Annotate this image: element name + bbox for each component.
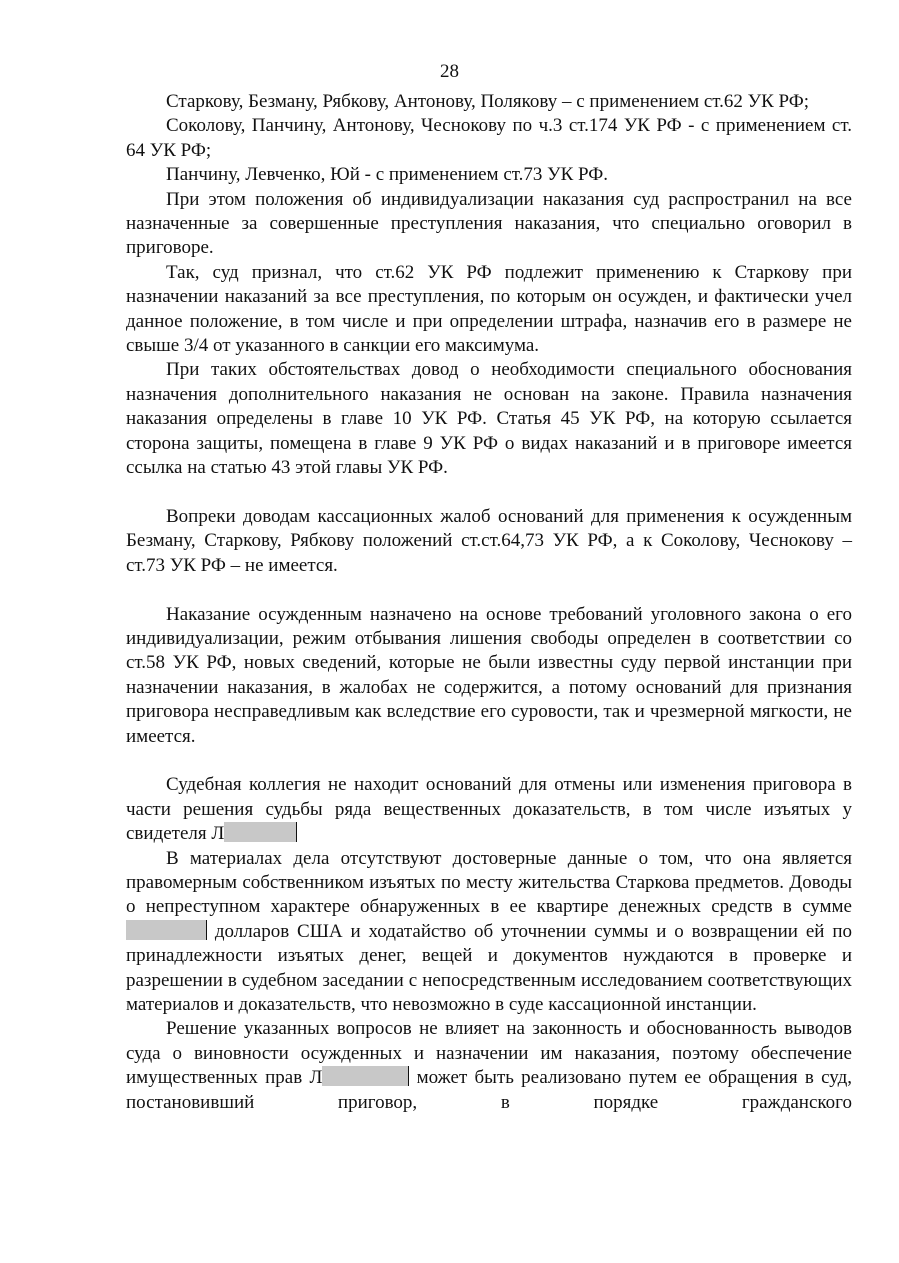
paragraph: Вопреки доводам кассационных жалоб оснований для применения к осужденным Безману, Старкову, Рябкову положений ст.ст.64,73 УК РФ, а к Соколову, Чеснокову – ст.73 УК РФ – не имеется. (126, 505, 852, 576)
paragraph-text: Судебная коллегия не находит оснований для отмены или изменения приговора в части решения судьбы ряда вещественных доказательств, в том числе изъятых у свидетеля Л (126, 774, 852, 845)
paragraph-text: Решение указанных вопросов не влияет на законность и обоснованность выводов суда о виновности осужденных и назначении им наказания, поэтому обеспечение имущественных прав Л (126, 1018, 852, 1089)
paragraph: Наказание осужденным назначено на основе требований уголовного закона о его индивидуализации, режим отбывания лишения свободы определен в соответствии со ст.58 УК РФ, новых сведений, которые не были известны суду первой инстанции при назначении наказания, в жалобах не содержится, а потому оснований для признания приговора несправедливым как вследствие его суровости, так и чрезмерной мягкости, не имеется. (126, 603, 852, 747)
paragraph-text: В материалах дела отсутствуют достоверные данные о том, что она является правомерным собственником изъятых по месту жительства Старкова предметов. Доводы о непреступном характере обнаруженных в ее квартире денежных средств в сумме (126, 847, 852, 918)
paragraph: При таких обстоятельствах довод о необходимости специального обоснования назначения дополнительного наказания не основан на законе. Правила назначения наказания определены в главе 10 УК РФ. Статья 45 УК РФ, на которую ссылается сторона защиты, помещена в главе 9 УК РФ о видах наказаний и в приговоре имеется ссылка на статью 43 этой главы УК РФ. (126, 359, 852, 479)
paragraph-text: долларов США и ходатайство об уточнении суммы и о возвращении ей по принадлежности изъятых денег, вещей и документов нуждаются в проверке и разрешении в судебном заседании с непосредственным исследованием соответствующих материалов и доказательств, что невозможно в суде кассационной инстанции. (126, 920, 852, 1015)
paragraph: Панчину, Левченко, Юй - с применением ст.73 УК РФ. (166, 164, 609, 186)
paragraph (126, 847, 852, 1018)
paragraph-text: может быть реализовано путем ее обращения в суд, постановивший приговор, в порядке гражданского (126, 1067, 852, 1113)
paragraph (126, 773, 852, 846)
document-body (126, 90, 852, 1115)
paragraph (126, 1017, 852, 1115)
redaction-box (322, 1066, 409, 1086)
page-number: 28 (440, 61, 459, 82)
redaction-box (224, 822, 297, 842)
redaction-box (126, 920, 207, 940)
paragraph: Так, суд признал, что ст.62 УК РФ подлежит применению к Старкову при назначении наказаний за все преступления, по которым он осужден, и фактически учел данное положение, в том числе и при определении штрафа, назначив его в размере не свыше 3/4 от указанного в санкции его максимума. (126, 261, 852, 357)
paragraph: Старкову, Безману, Рябкову, Антонову, Полякову – с применением ст.62 УК РФ; (166, 91, 810, 112)
paragraph: При этом положения об индивидуализации наказания суд распространил на все назначенные за совершенные преступления наказания, что специально оговорил в приговоре. (126, 188, 852, 259)
paragraph: Соколову, Панчину, Антонову, Чеснокову по ч.3 ст.174 УК РФ - с применением ст. 64 УК РФ; (126, 115, 852, 161)
